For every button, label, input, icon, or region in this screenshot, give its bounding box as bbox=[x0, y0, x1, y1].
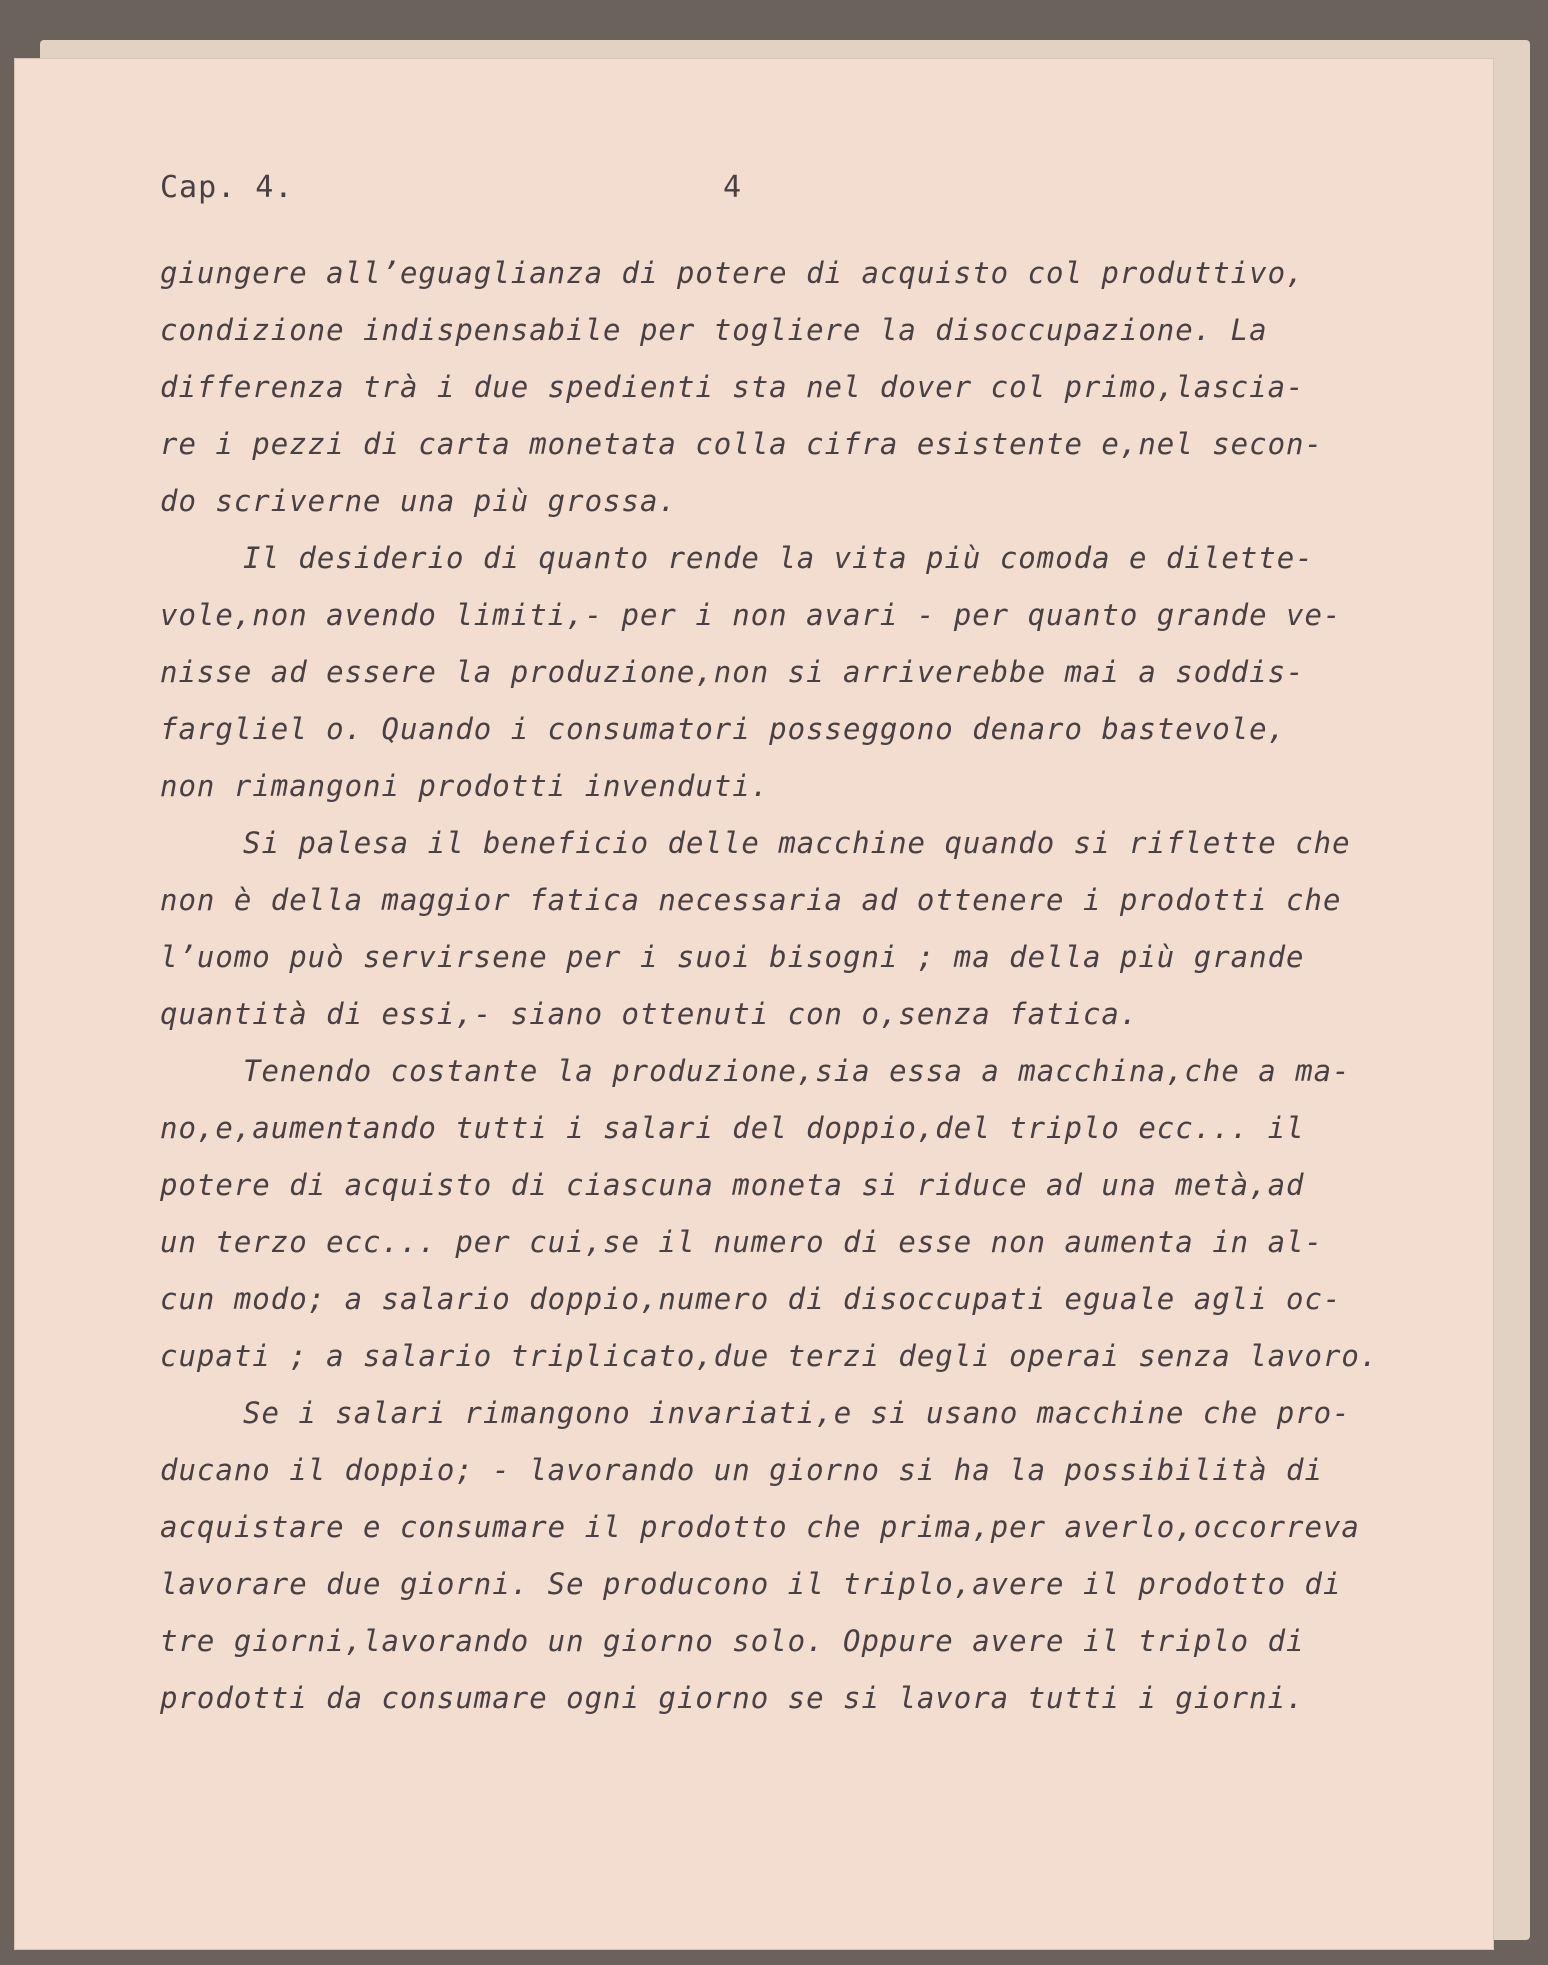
text-line: do scriverne una più grossa. bbox=[160, 484, 677, 518]
text-line: Si palesa il beneficio delle macchine quando si riflette che bbox=[243, 826, 1351, 860]
text-line: cupati ; a salario triplicato,due terzi degli operai senza lavoro. bbox=[160, 1339, 1379, 1373]
text-line: cun modo; a salario doppio,numero di disoccupati eguale agli oc- bbox=[160, 1282, 1342, 1316]
text-line: quantità di essi,- siano ottenuti con o,senza fatica. bbox=[160, 997, 1139, 1031]
text-line: re i pezzi di carta monetata colla cifra esistente e,nel secon- bbox=[160, 427, 1323, 461]
text-line: lavorare due giorni. Se producono il triplo,avere il prodotto di bbox=[160, 1567, 1342, 1601]
text-line: Se i salari rimangono invariati,e si usano macchine che pro- bbox=[243, 1396, 1351, 1430]
text-line: giungere all’eguaglianza di potere di acquisto col produttivo, bbox=[160, 256, 1305, 290]
text-line: differenza trà i due spedienti sta nel dover col primo,lascia- bbox=[160, 370, 1305, 404]
text-line: non è della maggior fatica necessaria ad ottenere i prodotti che bbox=[160, 883, 1342, 917]
chapter-label: Cap. 4. bbox=[160, 170, 294, 205]
text-line: l’uomo può servirsene per i suoi bisogni ; ma della più grande bbox=[160, 940, 1305, 974]
text-line: Il desiderio di quanto rende la vita più comoda e dilette- bbox=[243, 541, 1314, 575]
text-line: condizione indispensabile per togliere la disoccupazione. La bbox=[160, 313, 1268, 347]
text-line: vole,non avendo limiti,- per i non avari - per quanto grande ve- bbox=[160, 598, 1342, 632]
text-line: potere di acquisto di ciascuna moneta si riduce ad una metà,ad bbox=[160, 1168, 1305, 1202]
text-line: Tenendo costante la produzione,sia essa a macchina,che a ma- bbox=[243, 1054, 1351, 1088]
page-number: 4 bbox=[723, 170, 743, 205]
text-line: no,e,aumentando tutti i salari del doppio,del triplo ecc... il bbox=[160, 1111, 1305, 1145]
text-line: fargliel o. Quando i consumatori posseggono denaro bastevole, bbox=[160, 712, 1287, 746]
text-line: nisse ad essere la produzione,non si arriverebbe mai a soddis- bbox=[160, 655, 1305, 689]
text-line: acquistare e consumare il prodotto che prima,per averlo,occorreva bbox=[160, 1510, 1360, 1544]
text-line: tre giorni,lavorando un giorno solo. Oppure avere il triplo di bbox=[160, 1624, 1305, 1658]
text-line: prodotti da consumare ogni giorno se si lavora tutti i giorni. bbox=[160, 1681, 1305, 1715]
text-line: non rimangoni prodotti invenduti. bbox=[160, 769, 770, 803]
text-line: un terzo ecc... per cui,se il numero di esse non aumenta in al- bbox=[160, 1225, 1323, 1259]
text-line: ducano il doppio; - lavorando un giorno si ha la possibilità di bbox=[160, 1453, 1323, 1487]
